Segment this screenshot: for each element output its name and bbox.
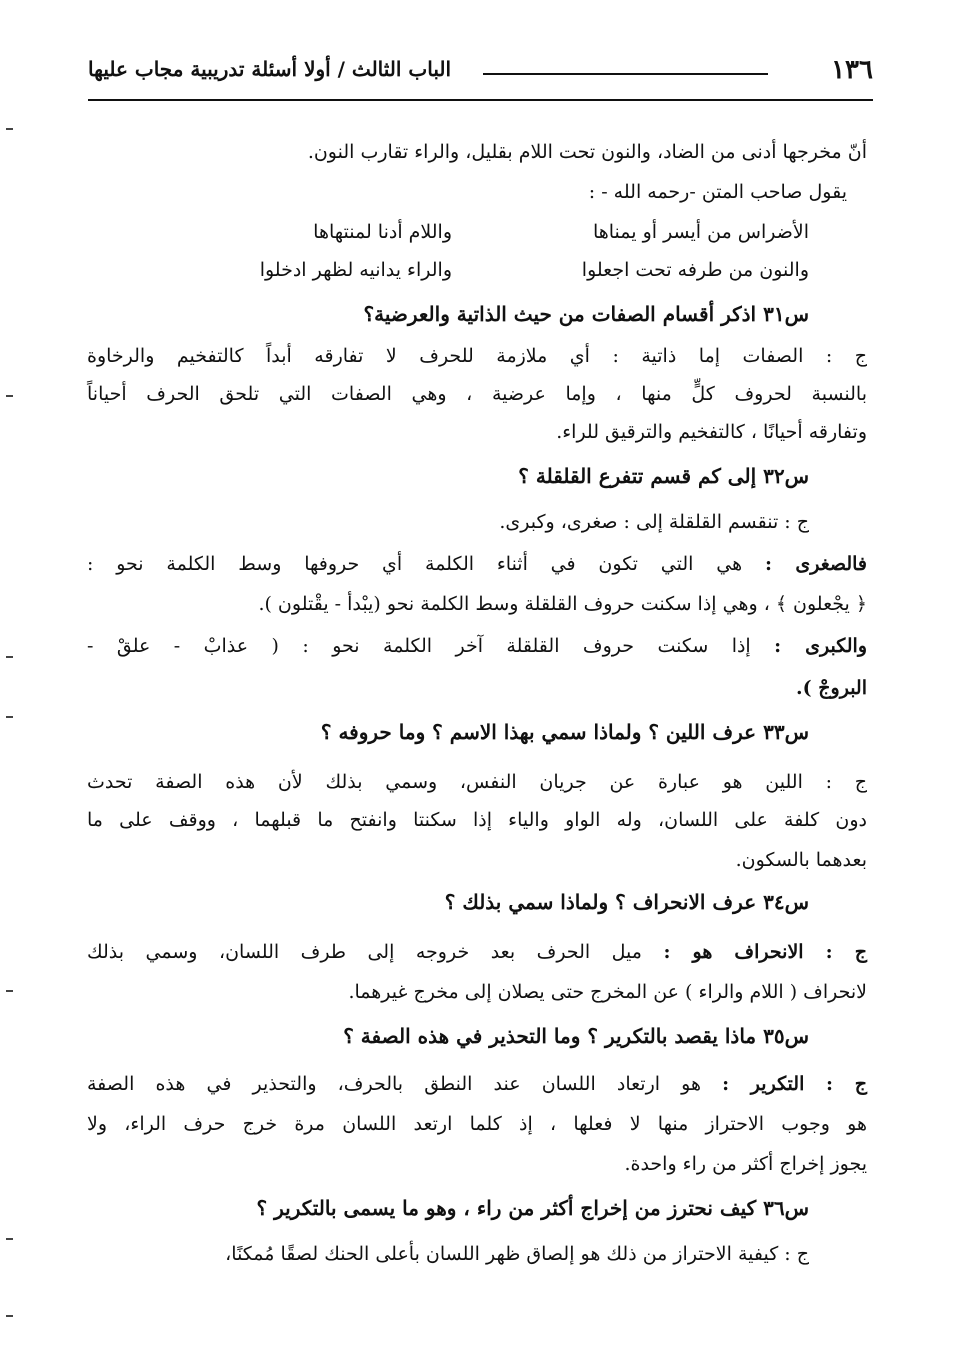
paragraph-line: يقول صاحب المتن -رحمه الله - :	[588, 181, 847, 203]
running-title: الباب الثالث / أولا أسئلة تدريبية مجاب عليها	[88, 57, 452, 81]
question-heading: س٣٢ إلى كم قسم تتفرع القلقلة ؟	[518, 464, 809, 488]
term-label: ج : التكرير :	[722, 1073, 868, 1095]
paragraph-line: يجوز إخراج أكثر من راء واحدة.	[624, 1153, 867, 1175]
paragraph-line: ج : الصفات إما ذاتية : أي ملازمة للحرف لا تفارقه أبداً كالتفخيم والرخاوة	[87, 345, 867, 367]
verse-hemistich: والنون من طرفه تحت اجعلوا	[581, 259, 809, 281]
verse-hemistich: الأضراس من أيسر أو يمناها	[592, 221, 809, 243]
paragraph-line	[87, 632, 867, 660]
paragraph-line: بعدهما بالسكون.	[735, 849, 867, 871]
question-heading: س٣١ اذكر أقسام الصفات من حيث الذاتية والعرضية؟	[363, 302, 809, 326]
paragraph-line: ج : كيفية الاحتراز من ذلك هو إلصاق ظهر اللسان بأعلى الحنك لصقًا مُمكنًا،	[225, 1243, 809, 1265]
term-definition: ميل الحرف بعد خروجه إلى طرف اللسان، وسمي بذلك	[87, 941, 642, 963]
paragraph-line: ج : تنقسم القلقلة إلى : صغرى، وكبرى.	[499, 511, 809, 533]
paragraph-line	[87, 550, 867, 578]
paragraph-line	[87, 938, 867, 966]
term-definition: إذا سكنت حروف القلقلة آخر الكلمة نحو : ( عذابْ - علقْ -	[87, 635, 751, 657]
term-definition: هي التي تكون في أثناء الكلمة أي حروفها وسط الكلمة نحو :	[87, 553, 743, 575]
scan-mark	[6, 1238, 13, 1240]
term-label: فالصغرى :	[764, 553, 868, 575]
question-heading: س٣٦ كيف نحترز من إخراج أكثر من راء ، وهو ما يسمى بالتكرير ؟	[256, 1196, 809, 1220]
question-heading: س٣٥ ماذا يقصد بالتكرير ؟ وما التحذير في هذه الصفة ؟	[343, 1024, 809, 1048]
scan-mark	[6, 656, 13, 658]
scan-mark	[6, 395, 13, 397]
paragraph-line: لانحراف ( اللام والراء ) عن المخرج حتى يصلان إلى مخرج غيرهما.	[348, 981, 867, 1003]
page-header	[88, 55, 873, 101]
paragraph-line	[87, 1070, 867, 1098]
scan-mark	[6, 1315, 13, 1317]
term-label: والكبرى :	[774, 635, 868, 657]
paragraph-line: ﴿ يجْعلون ﴾ ، وهي إذا سكنت حروف القلقلة وسط الكلمة نحو (يبْدأ - يقْتلون ).	[258, 593, 867, 615]
paragraph-line: وتفارقه أحيانًا ، كالتفخيم والترقيق للراء.	[556, 421, 867, 443]
page-number: ١٣٦	[831, 55, 873, 85]
paragraph-line: البروجْ ).	[796, 677, 867, 699]
paragraph-line: بالنسبة لحروف كلٍّ منها ، وإما عرضية ، وهي الصفات التي تلحق الحرف أحياناً	[87, 383, 867, 405]
scan-mark	[6, 990, 13, 992]
paragraph-line: هو وجوب الاحتراز منها لا فعلها ، إذ كلما ارتعد اللسان مرة خرج حرف الراء، ولا	[87, 1113, 867, 1135]
term-definition: هو ارتعاد اللسان عند النطق بالحرف، والتحذير في هذه الصفة	[87, 1073, 701, 1095]
verse-hemistich: واللام أدنا لمنتهاها	[313, 221, 452, 243]
scan-mark	[6, 128, 13, 130]
paragraph-line: ج : اللين هو عبارة عن جريان النفس، وسمي بذلك لأن هذه الصفة تحدث	[87, 771, 867, 793]
scan-mark	[6, 716, 13, 718]
question-heading: س٣٤ عرف الانحراف ؟ ولماذا سمي بذلك ؟	[444, 890, 809, 914]
term-label: ج : الانحراف هو :	[663, 941, 867, 963]
paragraph-line: دون كلفة على اللسان، وله الواو والياء إذا سكنتا وانفتح ما قبلهما ، ووقف على ما	[87, 809, 867, 831]
question-heading: س٣٣ عرف اللين ؟ ولماذا سمي بهذا الاسم ؟ وما حروفه ؟	[320, 720, 809, 744]
verse-hemistich: والراء يدانيه لظهر ادخلوا	[259, 259, 452, 281]
paragraph-line: أنّ مخرجها أدنى من الضاد، والنون تحت اللام بقليل، والراء تقارب النون.	[307, 141, 867, 163]
